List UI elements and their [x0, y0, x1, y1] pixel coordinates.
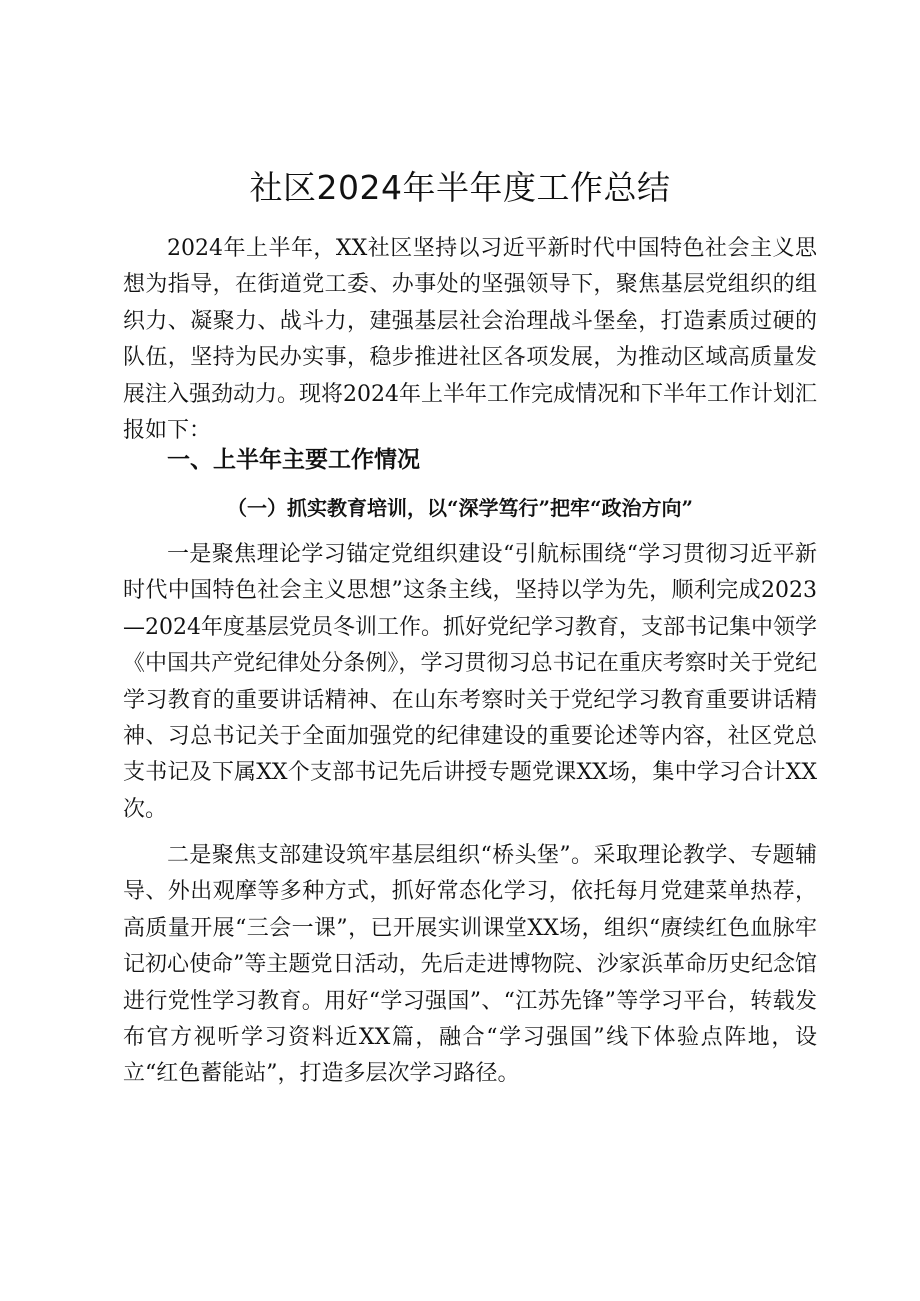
document-title: 社区2024年半年度工作总结 [249, 168, 671, 207]
intro-paragraph: 2024年上半年，XX社区坚持以习近平新时代中国特色社会主义思想为指导，在街道党工委、办事处的坚强领导下，聚焦基层党组织的组织力、凝聚力、战斗力，建强基层社会治理战斗堡垒，打造素质过硬的队伍，坚持为民办实事，稳步推进社区各项发展，为推动区域高质量发展注入强劲动力。现将2024年上半年工作完成情况和下半年工作计划汇报如下： [123, 236, 817, 444]
section-heading: 一、上半年主要工作情况 [167, 447, 420, 473]
subsection-heading: （一）抓实教育培训，以“深学笃行”把牢“政治方向” [226, 496, 693, 520]
body-paragraph: 一是聚焦理论学习锚定党组织建设“引航标围绕“学习贯彻习近平新时代中国特色社会主义思想”这条主线，坚持以学为先，顺利完成2023—2024年度基层党员冬训工作。抓好党纪学习教育，支部书记集中领学《中国共产党纪律处分条例》，学习贯彻习总书记在重庆考察时关于党纪学习教育的重要讲话精神、在山东考察时关于党纪学习教育重要讲话精神、习总书记关于全面加强党的纪律建设的重要论述等内容，社区党总支书记及下属XX个支部书记先后讲授专题党课XX场，集中学习合计XX次。 [123, 542, 817, 822]
body-paragraph: 二是聚焦支部建设筑牢基层组织“桥头堡”。采取理论教学、专题辅导、外出观摩等多种方式，抓好常态化学习，依托每月党建菜单热荐，高质量开展“三会一课”，已开展实训课堂XX场，组织“赓续红色血脉牢记初心使命”等主题党日活动，先后走进博物院、沙家浜革命历史纪念馆进行党性学习教育。用好“学习强国”、“江苏先锋”等学习平台，转载发布官方视听学习资料近XX篇，融合“学习强国”线下体验点阵地，设立“红色蓄能站”，打造多层次学习路径。 [123, 843, 817, 1087]
